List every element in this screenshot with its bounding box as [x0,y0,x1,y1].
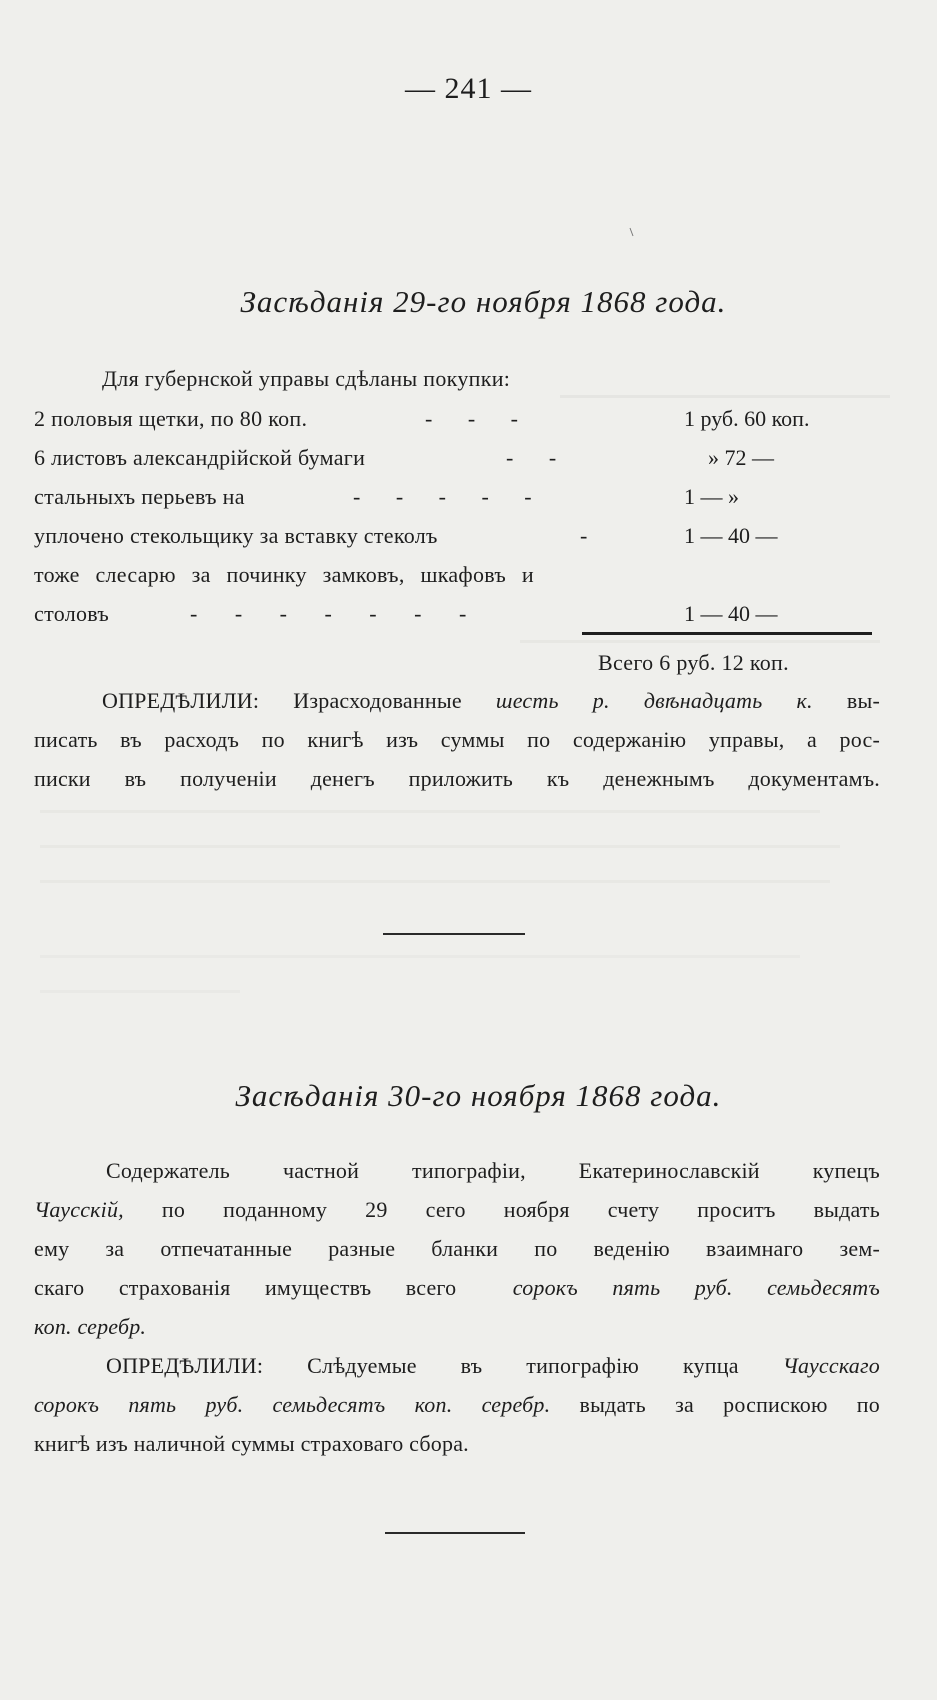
resolution-line: писки въ полученіи денегъ приложить къ денежнымъ документамъ. [34,766,880,791]
paragraph-line: ему за отпечатанные разные бланки по веденію взаимнаго зем- [34,1236,880,1261]
resolution-line: писать въ расходъ по книгѣ изъ суммы по содержанію управы, а рос- [34,727,880,752]
paragraph-line: скаго страхованія имуществъ всего сорокъ пять руб. семьдесятъ [34,1275,881,1300]
paragraph-line: коп. серебр. [34,1314,147,1339]
item-leader: - - - - - - - [190,601,467,626]
paragraph-line: Содержатель частной типографіи, Екатеринославскій купецъ [106,1158,880,1183]
section-separator [385,1532,525,1534]
section1-intro: Для губернской управы сдѣланы покупки: [102,366,511,391]
section1-heading: Засѣданія 29-го ноября 1868 года. [240,284,727,319]
item-amount: 1 руб. 60 коп. [684,406,810,431]
total-line: Всего 6 руб. 12 коп. [598,650,789,675]
section-separator [383,933,525,935]
item-label: тоже слесарю за починку замковъ, шкафовъ и [34,562,534,587]
paragraph-line: сорокъ пять руб. семьдесятъ коп. серебр. выдать за роспискою по [34,1392,880,1417]
item-label: 2 половыя щетки, по 80 коп. [34,406,308,431]
item-leader: - [580,523,588,548]
item-leader: - - - - - [353,484,532,509]
section2-heading: Засѣданія 30-го ноября 1868 года. [235,1078,722,1113]
item-label: столовъ [34,601,110,626]
paragraph-line: Чаусскій, по поданному 29 сего ноября счету проситъ выдать [34,1197,880,1222]
item-leader: - - - [425,406,518,431]
paragraph-line: книгѣ изъ наличной суммы страховаго сбора. [34,1431,469,1456]
item-label: 6 листовъ александрійской бумаги [34,445,366,470]
paragraph-line: ОПРЕДѢЛИЛИ: Слѣдуемые въ типографію купца Чаусскаго [106,1353,880,1378]
item-leader: - - [506,445,557,470]
resolution-line: ОПРЕДѢЛИЛИ: Израсходованные шесть р. двѣнадцать к. вы- [102,688,880,713]
item-amount: 1 — » [684,484,739,509]
item-label: стальныхъ перьевъ на [34,484,245,509]
item-label: уплочено стекольщику за вставку стеколъ [34,523,438,548]
item-amount: 1 — 40 — [684,601,778,626]
page-number: — 241 — [405,72,532,105]
total-rule [582,632,872,635]
item-amount: » 72 — [708,445,774,470]
item-amount: 1 — 40 — [684,523,778,548]
